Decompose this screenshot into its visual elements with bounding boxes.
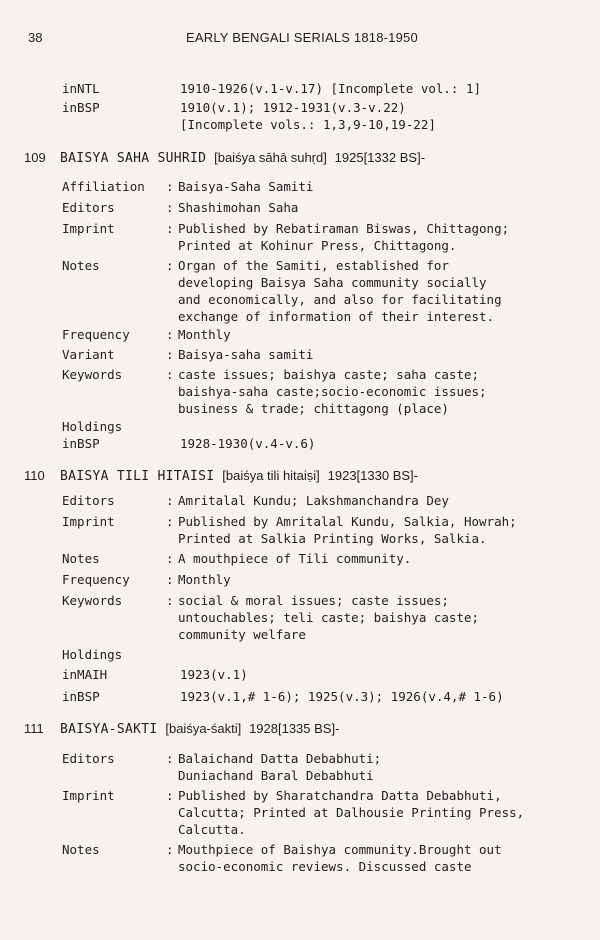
entry-heading [24, 150, 425, 166]
field-value: : Organ of the Samiti, established for developing Baisya Saha community socially and economically, and also for facilitating exchange of information of their interest. [166, 258, 502, 324]
field-label: Keywords [62, 593, 123, 608]
entry-heading [24, 721, 339, 737]
field-value: : Mouthpiece of Baishya community.Brought out socio-economic reviews. Discussed caste [166, 842, 502, 874]
holding-library: inBSP [62, 689, 100, 704]
field-label: Notes [62, 551, 100, 566]
running-title: EARLY BENGALI SERIALS 1818-1950 [186, 30, 418, 45]
entry-number: 109 [24, 150, 46, 165]
field-label: Frequency [62, 327, 130, 342]
field-label: Imprint [62, 788, 115, 803]
field-value: : Amritalal Kundu; Lakshmanchandra Dey [166, 493, 449, 508]
field-label: Notes [62, 258, 100, 273]
holding-library: inBSP [62, 100, 100, 115]
entry-number: 111 [24, 721, 44, 736]
field-label: Editors [62, 200, 115, 215]
field-value: : Published by Amritalal Kundu, Salkia, Howrah; Printed at Salkia Printing Works, Salkia. [166, 514, 517, 546]
prev-holding-row [0, 80, 600, 97]
field-label: Frequency [62, 572, 130, 587]
field-label: Imprint [62, 514, 115, 529]
field-value: : Monthly [166, 327, 231, 342]
field-value: : Monthly [166, 572, 231, 587]
field-label: Variant [62, 347, 115, 362]
entry-title: BAISYA TILI HITAISI [60, 469, 215, 484]
field-value: : Shashimohan Saha [166, 200, 299, 215]
field-label: Affiliation [62, 179, 145, 194]
catalog-page: 38 EARLY BENGALI SERIALS 1818-1950 inNTL 1910-1926(v.1-v.17) [Incomplete vol.: 1] inBSP 1910(v.1); 1912-1931(v.3-v.22) [Incomplete vols.: 1,3,9-10,19-22] 109 BAISYA SAHA SUHRID [baiśya sāhā suhṛd] 1925[1332 BS]- Affiliation : Baisya-Saha Samiti Editors : Shashimohan Saha Imprint : Published by Rebatiraman Biswas, Chittagong; Printed at Kohinur Press, Chittagong. Notes : Organ of the Samiti, established for developing Baisya Saha community socially and economically, and also for facilitating exchange of information of their interest. Frequency : Monthly Variant : Baisya-saha samiti Keywords : caste issues; baishya caste; saha caste; baishya-saha caste;socio-economic issues; business & trade; chittagong (place) Holdings inBSP 1928-1930(v.4-v.6) 110 BAISYA TILI HITAISI [baiśya tili hitaiṣi] 1923[1330 BS]- Editors : Amritalal Kundu; Lakshmanchandra Dey Imprint : Published by Amritalal Kundu, Salkia, Howrah; Printed at Salkia Printing Works, Salkia. Notes : A mouthpiece of Tili community. Frequency : Monthly Keywords : social & moral issues; caste issues; untouchables; teli caste; baishya caste; community welfare Holdings inMAIH 1923(v.1) inBSP 1923(v.1,# 1-6); 1925(v.3); 1926(v.4,# 1-6) 111 BAISYA-SAKTI [baiśya-śakti] 1928[1335 BS]- Editors : Balaichand Datta Debabhuti; Duniachand Baral Debabhuti Imprint : Published by Sharatchandra Datta Debabhuti, Calcutta; Printed at Dalhousie Printing Press, Calcutta. Notes : Mouthpiece of Baishya community.Brought out socio-economic reviews. Discussed caste [0, 0, 600, 940]
field-value: : Published by Rebatiraman Biswas, Chittagong; Printed at Kohinur Press, Chittagong. [166, 221, 510, 253]
field-label: Imprint [62, 221, 115, 236]
entry-title: BAISYA SAHA SUHRID [60, 151, 207, 166]
page-number: 38 [28, 30, 43, 45]
page-header [28, 30, 560, 50]
entry-transliteration: [baiśya-śakti] [165, 721, 242, 736]
holding-value: 1910-1926(v.1-v.17) [Incomplete vol.: 1] [180, 81, 482, 96]
holding-value: 1923(v.1) [180, 667, 248, 682]
entry-transliteration: [baiśya tili hitaiṣi] [222, 468, 320, 483]
holding-value: 1928-1930(v.4-v.6) [180, 436, 316, 451]
entry-heading [24, 468, 418, 484]
holding-library: inNTL [62, 81, 100, 96]
field-value: : Baisya-Saha Samiti [166, 179, 314, 194]
prev-holding-row [0, 99, 600, 133]
field-label: Editors [62, 493, 115, 508]
holding-value: 1923(v.1,# 1-6); 1925(v.3); 1926(v.4,# 1-6) [180, 689, 504, 704]
entry-number: 110 [24, 468, 45, 483]
field-value: : social & moral issues; caste issues; untouchables; teli caste; baishya caste; community welfare [166, 593, 480, 642]
entry-date: 1928[1335 BS]- [249, 721, 340, 736]
field-label: Editors [62, 751, 115, 766]
field-value: : Published by Sharatchandra Datta Debabhuti, Calcutta; Printed at Dalhousie Printing Press, Calcutta. [166, 788, 525, 837]
holding-library: inMAIH [62, 667, 108, 682]
field-value: : A mouthpiece of Tili community. [166, 551, 412, 566]
holding-value: 1910(v.1); 1912-1931(v.3-v.22) [Incomplete vols.: 1,3,9-10,19-22] [180, 100, 436, 132]
entry-title: BAISYA-SAKTI [60, 722, 158, 737]
entry-date: 1925[1332 BS]- [334, 150, 426, 165]
field-value: : caste issues; baishya caste; saha caste; baishya-saha caste;socio-economic issues; business & trade; chittagong (place) [166, 367, 487, 416]
field-label: Notes [62, 842, 100, 857]
entry-transliteration: [baiśya sāhā suhṛd] [214, 150, 327, 165]
field-label: Keywords [62, 367, 123, 382]
field-value: : Balaichand Datta Debabhuti; Duniachand Baral Debabhuti [166, 751, 382, 783]
entry-date: 1923[1330 BS]- [327, 468, 418, 483]
holding-library: inBSP [62, 436, 100, 451]
field-value: : Baisya-saha samiti [166, 347, 314, 362]
